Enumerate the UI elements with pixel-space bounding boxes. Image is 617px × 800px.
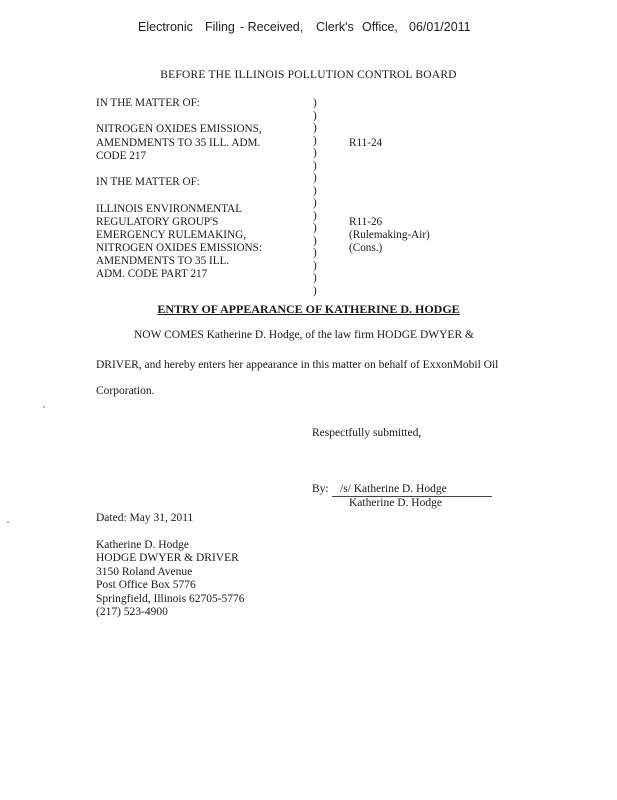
header-received: - Received, [240, 20, 304, 34]
docket-cons: (Cons.) [349, 242, 383, 255]
caption-left-line: ADM. CODE PART 217 [96, 268, 208, 281]
signed-name: /s/ Katherine D. Hodge [340, 483, 447, 495]
address-line: Katherine D. Hodge [96, 539, 189, 551]
paren: ) [313, 247, 317, 259]
caption-left-line: IN THE MATTER OF: [96, 97, 200, 109]
signer-name: Katherine D. Hodge [349, 497, 442, 509]
paren: ) [313, 209, 317, 222]
header-electronic: Electronic [138, 20, 193, 34]
caption-right-line [349, 110, 430, 123]
caption-left-line [96, 163, 311, 176]
paren: ) [313, 172, 317, 184]
address-line: Springfield, Illinois 62705-5776 [96, 592, 245, 605]
docket-type: (Rulemaking-Air) [349, 228, 430, 241]
closing: Respectfully submitted, [312, 427, 422, 439]
header-clerks: Clerk's [316, 20, 354, 34]
caption-right-line [349, 176, 430, 189]
paren: ) [313, 197, 317, 209]
header-date: 06/01/2011 [409, 20, 471, 34]
caption-right [349, 97, 430, 255]
header-office: Office, [362, 20, 398, 34]
paren: ) [313, 222, 317, 234]
by-label: By: [312, 483, 329, 495]
paren: ) [313, 159, 317, 172]
address-line: HODGE DWYER & DRIVER [96, 552, 239, 565]
paren: ) [313, 184, 317, 197]
caption-left-line: IN THE MATTER OF: [96, 176, 200, 189]
docket-r11-24: R11-24 [349, 136, 383, 149]
paren: ) [313, 97, 317, 109]
caption-left-line: NITROGEN OXIDES EMISSIONS: [96, 242, 262, 255]
header-filing: Filing [205, 20, 235, 34]
address-line: 3150 Roland Avenue [96, 565, 193, 578]
caption-right-line [349, 150, 430, 163]
dated: Dated: May 31, 2011 [96, 512, 194, 524]
scan-speck [7, 521, 9, 523]
paren: ) [313, 259, 317, 272]
caption-parens [313, 97, 317, 297]
body-line-2: DRIVER, and hereby enters her appearance in this matter on behalf of ExxonMobil Oil [96, 359, 499, 371]
caption-left [96, 97, 311, 282]
paren: ) [313, 122, 317, 134]
caption-left-line: ILLINOIS ENVIRONMENTAL [96, 202, 243, 215]
address-block [96, 539, 245, 619]
caption-left-line [96, 110, 311, 123]
paren: ) [313, 284, 317, 297]
board-title: BEFORE THE ILLINOIS POLLUTION CONTROL BOARD [160, 69, 457, 81]
body-line-3: Corporation. [96, 385, 155, 397]
scan-speck [43, 406, 45, 408]
caption-left-line: NITROGEN OXIDES EMISSIONS, [96, 123, 262, 136]
caption-right-line [349, 97, 430, 110]
entry-title: ENTRY OF APPEARANCE OF KATHERINE D. HODGE [157, 302, 460, 316]
paren: ) [313, 147, 317, 159]
caption-right-line [349, 163, 430, 176]
caption-left-line: CODE 217 [96, 149, 147, 162]
caption-left-line: REGULATORY GROUP'S [96, 215, 219, 228]
paren: ) [313, 234, 317, 247]
caption-left-line [96, 189, 311, 202]
body-line-1: NOW COMES Katherine D. Hodge, of the law firm HODGE DWYER & [134, 329, 474, 341]
caption-left-line: AMENDMENTS TO 35 ILL. ADM. [96, 136, 261, 149]
caption-left-line: AMENDMENTS TO 35 ILL. [96, 255, 230, 268]
docket-r11-26: R11-26 [349, 215, 383, 228]
caption-right-line [349, 123, 430, 136]
paren: ) [313, 109, 317, 122]
caption-left-line: EMERGENCY RULEMAKING, [96, 228, 246, 241]
caption-right-line [349, 189, 430, 202]
caption-right-line [349, 203, 430, 216]
address-line: Post Office Box 5776 [96, 579, 196, 592]
address-line: (217) 523-4900 [96, 606, 168, 619]
paren: ) [313, 134, 317, 147]
paren: ) [313, 272, 317, 284]
